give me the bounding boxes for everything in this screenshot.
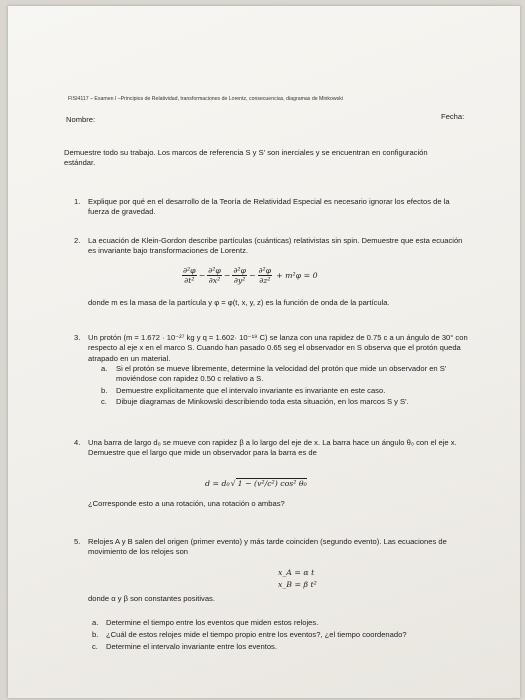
q5a-text: Determine el tiempo entre los eventos que miden estos relojes.: [106, 618, 319, 627]
eq-term-z: $\frac{\text{∂²φ}}{\text{∂z²}}$: [258, 266, 272, 285]
q3c-text: Dibuje diagramas de Minkowski describiendo toda esta situación, en los marcos S y S'.: [116, 397, 409, 406]
q1-number: 1.: [74, 197, 81, 206]
q3b-label: b.: [101, 386, 108, 395]
clock-b-equation: x_B = β t²: [278, 580, 317, 589]
exam-header: FISI4117 – Examen I –Principios de Relatividad, transformaciones de Lorentz, consecuencias, diagramas de Minkowski: [68, 96, 343, 102]
q3a-label: a.: [101, 364, 108, 373]
nombre-label: Nombre:: [66, 115, 96, 124]
q3-number: 3.: [74, 333, 81, 342]
q5b-label: b.: [92, 630, 99, 639]
q5-after-text: donde α y β son constantes positivas.: [88, 594, 215, 603]
q2-after-text: donde m es la masa de la partícula y φ = φ(t, x, y, z) es la función de onda de la partícula.: [88, 298, 390, 307]
q4-text: Una barra de largo d₀ se mueve con rapidez β a lo largo del eje de x. La barra hace un ángulo θ₀ con el eje x. Demuestre que el largo que mide un observador para la barra es de: [88, 438, 457, 458]
clock-a-equation: x_A = α t: [278, 568, 315, 577]
eq-term-t: $\frac{\text{∂²φ}}{\text{∂t²}}$: [183, 266, 196, 285]
exam-sheet: [8, 6, 520, 698]
sqrt-symbol: √: [230, 478, 236, 488]
q3a-text: Si el protón se mueve libremente, determine la velocidad del protón que mide un observador en S' moviéndose con rapidez 0.50 c relativo a S.: [116, 364, 447, 384]
instructions: Demuestre todo su trabajo. Los marcos de referencia S y S' son inerciales y se encuentran en configuración estándar.: [64, 148, 428, 168]
eq-minus: −: [248, 271, 256, 280]
eq-left: d = d₀: [205, 478, 230, 488]
q5-text: Relojes A y B salen del origen (primer evento) y más tarde coinciden (segundo evento). Las ecuaciones de movimiento de los relojes son: [88, 537, 447, 557]
q3c-label: c.: [101, 397, 107, 406]
q5-number: 5.: [74, 537, 81, 546]
q3b-text: Demuestre explícitamente que el intervalo invariante es invariante en este caso.: [116, 386, 386, 395]
eq-minus: −: [198, 271, 206, 280]
q2-number: 2.: [74, 236, 81, 245]
fecha-label: Fecha:: [441, 112, 465, 121]
klein-gordon-equation: [180, 266, 318, 285]
eq-minus: −: [223, 271, 231, 280]
length-equation: [205, 478, 307, 488]
q5c-label: c.: [92, 642, 98, 651]
eq-radicand: 1 − (v²/c²) cos² θ₀: [237, 479, 307, 488]
eq-term-x: $\frac{\text{∂²φ}}{\text{∂x²}}$: [208, 266, 221, 285]
q3-text: Un protón (m = 1.672 · 10⁻²⁷ kg y q = 1.602· 10⁻¹⁹ C) se lanza con una rapidez de 0.75 c a un ángulo de 30° con respecto al eje x en el marco S. Cuando han pasado 0.65 seg el observador en S observa que el protón queda atrapado en un material.: [88, 333, 468, 363]
q2-text: La ecuación de Klein-Gordon describe partículas (cuánticas) relativistas sin spin. Demuestre que esta ecuación es invariante bajo transformaciones de Lorentz.: [88, 236, 463, 256]
q1-text: Explique por qué en el desarrollo de la Teoría de Relatividad Especial es necesario ignorar los efectos de la fuerza de gravedad.: [88, 197, 450, 217]
q4-after-text: ¿Corresponde esto a una rotación, una rotación o ambas?: [88, 499, 285, 508]
eq-tail: + m²φ = 0: [276, 271, 318, 280]
q4-number: 4.: [74, 438, 81, 447]
q5a-label: a.: [92, 618, 99, 627]
q5b-text: ¿Cuál de estos relojes mide el tiempo propio entre los eventos?, ¿el tiempo coordenado?: [106, 630, 407, 639]
eq-term-y: $\frac{\text{∂²φ}}{\text{∂y²}}$: [233, 266, 246, 285]
q5c-text: Determine el intervalo invariante entre los eventos.: [106, 642, 277, 651]
